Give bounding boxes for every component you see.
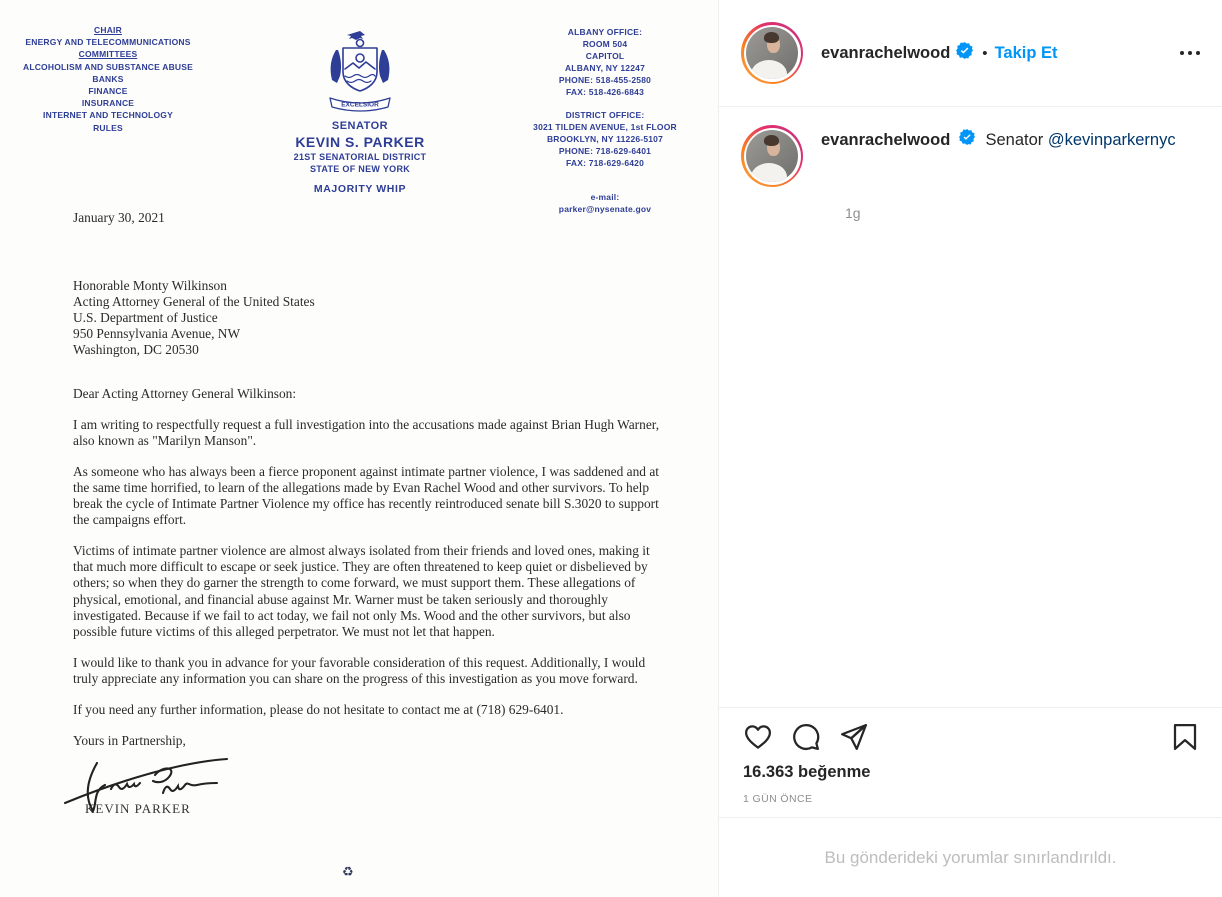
district-office-line: 3021 TILDEN AVENUE, 1st FLOOR [533, 122, 677, 132]
albany-office-line: ALBANY, NY 12247 [564, 63, 646, 73]
seal-motto: EXCELSIOR [341, 101, 379, 109]
verified-badge-icon [959, 128, 975, 153]
letterhead-offices-block [520, 26, 690, 215]
albany-office-line: ROOM 504 [582, 39, 628, 49]
albany-office-line: FAX: 518-426-6843 [565, 87, 645, 97]
email-address: parker@nysenate.gov [558, 204, 652, 214]
recipient-address [73, 278, 665, 358]
committee-item: ALCOHOLISM AND SUBSTANCE ABUSE [22, 61, 194, 72]
letter-paragraph: Victims of intimate partner violence are almost always isolated from their friends and loved ones, making it that much more difficult to escape or seek justice. They are often threatened to keep quiet or disbelieved by others; so when they do garner the strength to come forward, we must support them. These allegations of physical, emotional, and financial abuse against Mr. Warner must be taken seriously and thoroughly investigated. Because if we fail to act today, we fail not only Ms. Wood and the other survivors, but also possible future victims of this alleged perpetrator. We must not let that happen. [73, 543, 650, 639]
caption-avatar-photo [746, 130, 798, 182]
committee-item: BANKS [92, 73, 124, 84]
caption-body: Senator [985, 131, 1044, 149]
district-office-line: BROOKLYN, NY 11226-5107 [546, 134, 664, 144]
username-link[interactable]: evanrachelwood [821, 43, 951, 62]
district-office-line: FAX: 718-629-6420 [565, 158, 645, 168]
comment-icon[interactable] [791, 722, 821, 752]
letterhead-committees-block [8, 24, 208, 134]
recipient-line: Honorable Monty Wilkinson [73, 278, 227, 294]
like-heart-icon[interactable] [743, 722, 773, 752]
albany-office-line: PHONE: 518-455-2580 [558, 75, 652, 85]
follow-button[interactable]: Takip Et [994, 43, 1058, 62]
senator-name: KEVIN S. PARKER [295, 134, 425, 150]
post-header [719, 0, 1222, 107]
verified-badge-icon [956, 42, 973, 64]
post-detail-pane [718, 0, 1222, 897]
letter-paragraph: I am writing to respectfully request a full investigation into the accusations made against Brian Hugh Warner, also known as "Marilyn Manson". [73, 416, 660, 448]
albany-office-label: ALBANY OFFICE: [567, 27, 643, 37]
action-bar [719, 707, 1222, 817]
save-bookmark-icon[interactable] [1170, 722, 1200, 752]
post-age: 1 GÜN ÖNCE [743, 793, 813, 805]
recipient-line: Washington, DC 20530 [73, 342, 199, 358]
committee-item: INTERNET AND TECHNOLOGY [43, 110, 173, 121]
comments-disabled-text: Bu gönderideki yorumlar sınırlandırıldı. [824, 847, 1117, 867]
share-icon[interactable] [839, 722, 869, 752]
recycle-icon: ♻ [342, 864, 354, 879]
committee-item: INSURANCE [81, 98, 135, 109]
letter-paragraph: I would like to thank you in advance for your favorable consideration of this request. Additionally, I would truly appreciate any information you can share on the progress of this investigation as you move forward. [73, 654, 646, 686]
caption-avatar[interactable] [741, 125, 803, 187]
caption-mention-link[interactable]: @kevinparkernyc [1047, 131, 1176, 149]
letter-closing: Yours in Partnership, [73, 733, 186, 749]
letter-date: January 30, 2021 [73, 210, 165, 225]
signature-block [73, 751, 665, 817]
avatar[interactable] [741, 22, 803, 84]
chair-label: CHAIR [94, 25, 122, 35]
letter-body [73, 210, 665, 817]
caption-section [719, 107, 1222, 707]
senator-state: STATE OF NEW YORK [309, 164, 411, 174]
letter-paragraph: As someone who has always been a fierce proponent against intimate partner violence, I was saddened and at the same time horrified, to learn of the allegations made by Evan Rachel Wood and other survivors. To help break the cycle of Intimate Partner Violence my office has recently reintroduced senate bill S.3020 to support the campaigns effort. [73, 463, 660, 528]
letterhead-center-block [280, 28, 440, 195]
senator-title: SENATOR [331, 120, 389, 132]
chair-committee: ENERGY AND TELECOMMUNICATIONS [25, 37, 191, 48]
signature-typed-name: KEVIN PARKER [85, 801, 191, 817]
recipient-line: 950 Pennsylvania Avenue, NW [73, 326, 241, 342]
caption-text [821, 125, 1176, 187]
caption-username-link[interactable]: evanrachelwood [821, 131, 951, 149]
district-office-label: DISTRICT OFFICE: [565, 110, 645, 120]
senator-district: 21ST SENATORIAL DISTRICT [293, 152, 427, 162]
committees-label: COMMITTEES [78, 49, 138, 60]
likes-count[interactable]: 16.363 beğenme [743, 763, 871, 781]
separator-dot: • [982, 44, 988, 62]
committee-item: FINANCE [88, 86, 128, 97]
ny-state-seal-icon [299, 28, 421, 116]
committee-item: RULES [93, 122, 123, 133]
comments-disabled-section [719, 817, 1222, 897]
albany-office-line: CAPITOL [585, 51, 625, 61]
recipient-line: Acting Attorney General of the United States [73, 294, 315, 310]
avatar-photo [746, 27, 798, 79]
caption-timestamp: 1g [845, 205, 861, 221]
letter-paragraph: If you need any further information, please do not hesitate to contact me at (718) 629-6401. [73, 701, 564, 717]
salutation: Dear Acting Attorney General Wilkinson: [73, 385, 297, 401]
recipient-line: U.S. Department of Justice [73, 310, 218, 326]
senator-role: MAJORITY WHIP [313, 183, 407, 195]
email-label: e-mail: [590, 192, 620, 202]
letterhead [0, 0, 718, 214]
more-options-button[interactable] [1178, 43, 1203, 64]
district-office-line: PHONE: 718-629-6401 [558, 146, 652, 156]
